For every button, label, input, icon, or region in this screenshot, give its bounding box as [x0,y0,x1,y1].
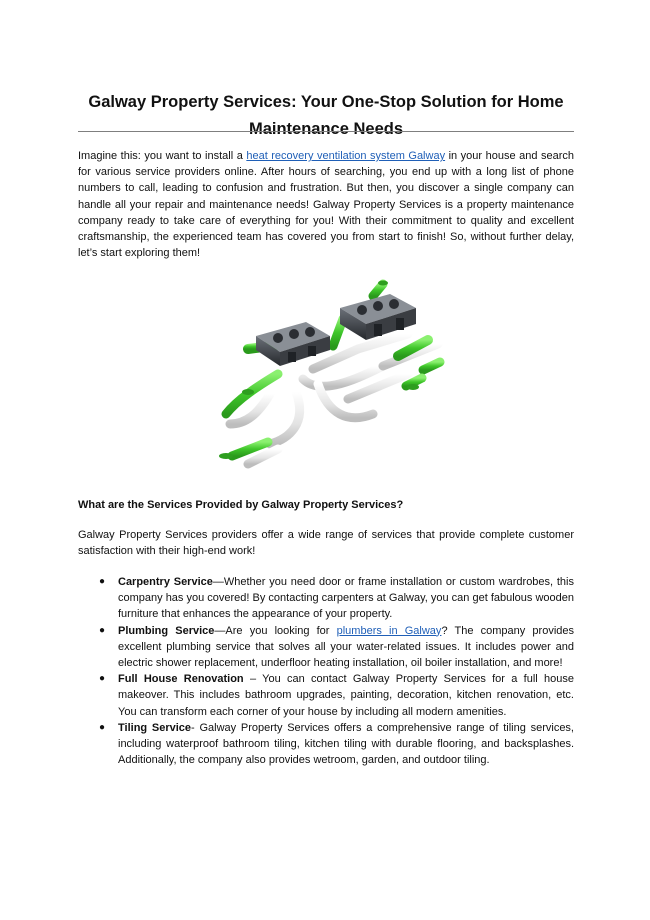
list-item [78,623,574,672]
service-name: Tiling Service [118,721,192,734]
service-separator: – [243,673,263,686]
list-item [78,720,574,769]
service-description: You can contact Galway Property Services for a full house makeover. This includes bathroom upgrades, painting, decoration, kitchen renovation, etc. You can transform each corner of your house by including all modern amenities. [118,673,574,718]
service-description: Galway Property Services offers a comprehensive range of tiling services, including waterproof bathroom tiling, kitchen tiling with durable flooring, and backsplashes. Additionally, the company also provides wetroom, garden, and outdoor tiling. [118,721,574,767]
service-separator: - [191,721,200,734]
intro-paragraph [78,148,574,261]
bullet-icon: ● [99,721,106,733]
service-name: Plumbing Service [118,624,215,637]
hrv-unit-left [256,322,330,366]
service-name: Carpentry Service [118,576,213,588]
service-separator: — [214,624,226,637]
service-description: Whether you need door or frame installation or custom wardrobes, this company has you covered! By contacting carpenters at Galway, you can get fabulous wooden furniture that enhances the appearance of your property. [118,576,574,621]
plumbers-galway-link[interactable]: plumbers in Galway [336,624,442,637]
bullet-icon: ● [99,673,106,685]
bullet-icon: ● [99,576,106,587]
bullet-icon: ● [99,624,106,636]
intro-text-after-link: in your house and search for various service providers online. After hours of searching, you end up with a long list of phone numbers to call, leading to confusion and frustration. But then, you discover a single company can handle all your repair and maintenance needs! Galway Property Services is a property maintenance company ready to take care of everything for you! With their commitment to quality and excellent craftsmanship, the experienced team has covered you from start to finish! So, without further delay, let’s start exploring them! [78,150,574,260]
service-description-continued: ? The company provides excellent plumbing service that solves all your water-related issues. It includes power and electric shower replacement, underfloor heating installation, oil boiler installation, and more! [118,624,575,670]
service-description: Are you looking for [225,624,337,637]
services-intro: Galway Property Services providers offer a wide range of services that provide complete customer satisfaction with their high-end work! [78,529,574,558]
intro-text-before-link: Imagine this: you want to install a [78,150,247,162]
service-name: Full House Renovation [118,673,244,686]
title-divider [78,131,574,132]
page-title: Galway Property Services: Your One-Stop Solution for Home Maintenance Needs [88,93,564,139]
list-item [78,574,574,623]
services-heading: What are the Services Provided by Galway Property Services? [78,499,404,511]
list-item [78,671,574,720]
service-separator: — [212,576,224,588]
ventilation-ducts-illustration [208,274,448,480]
services-list [78,574,574,768]
hrv-system-link[interactable]: heat recovery ventilation system Galway [246,150,446,162]
